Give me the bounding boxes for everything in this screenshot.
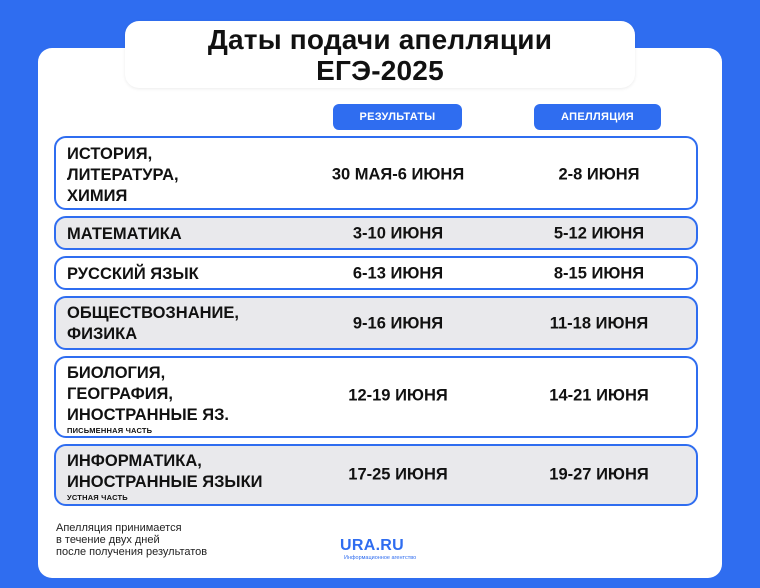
results-date: 30 МАЯ-6 ИЮНЯ (331, 165, 465, 184)
appeal-date: 5-12 ИЮНЯ (553, 224, 645, 243)
subject-line: ИНОСТРАННЫЕ ЯЗ. (67, 406, 230, 424)
row-subject (67, 264, 199, 285)
row-subject (67, 224, 182, 245)
row-subject (67, 363, 229, 436)
subject-line: ИСТОРИЯ, (67, 145, 153, 163)
subject-line: ГЕОГРАФИЯ, (67, 385, 173, 403)
subject-line: ИНОСТРАННЫЕ ЯЗЫКИ (67, 473, 263, 491)
appeal-date: 8-15 ИЮНЯ (553, 264, 645, 283)
table-row-social-physics (54, 296, 698, 350)
results-date: 17-25 ИЮНЯ (348, 465, 448, 484)
results-date: 6-13 ИЮНЯ (352, 264, 444, 283)
footnote (56, 522, 207, 558)
results-date: 12-19 ИЮНЯ (348, 386, 448, 405)
appeal-date: 19-27 ИЮНЯ (549, 465, 649, 484)
table-row-russian (54, 256, 698, 290)
footnote-line: Апелляция принимается (56, 522, 182, 534)
logo-tagline: Информационное агентство (344, 555, 417, 561)
footnote-line: в течение двух дней (56, 534, 160, 546)
ura-logo (340, 537, 420, 565)
page-title-line2: ЕГЭ-2025 (316, 54, 444, 86)
appeal-date: 2-8 ИЮНЯ (558, 165, 640, 184)
subject-line: ХИМИЯ (67, 187, 128, 205)
subject-line: БИОЛОГИЯ, (67, 364, 166, 382)
row-subject (67, 451, 263, 503)
subject-line: МАТЕМАТИКА (67, 225, 182, 243)
table-row-math (54, 216, 698, 250)
column-header-results: РЕЗУЛЬТАТЫ (333, 104, 462, 130)
page-title-line1: Даты подачи апелляции (207, 23, 553, 55)
subject-line: РУССКИЙ ЯЗЫК (67, 265, 199, 283)
table-row-biology (54, 356, 698, 438)
appeal-date: 11-18 ИЮНЯ (549, 314, 649, 333)
results-date: 9-16 ИЮНЯ (352, 314, 444, 333)
subject-line: ЛИТЕРАТУРА, (67, 166, 179, 184)
subject-line: ФИЗИКА (67, 325, 138, 343)
title-box (125, 21, 635, 88)
column-header-appeal: АПЕЛЛЯЦИЯ (534, 104, 661, 130)
row-subject (67, 144, 179, 207)
results-date: 3-10 ИЮНЯ (352, 224, 444, 243)
appeal-date: 14-21 ИЮНЯ (549, 386, 649, 405)
logo-name: URA.RU (340, 537, 405, 554)
subject-note: ПИСЬМЕННАЯ ЧАСТЬ (67, 426, 153, 435)
subject-line: ИНФОРМАТИКА, (67, 452, 202, 470)
footnote-line: после получения результатов (56, 546, 208, 558)
subject-line: ОБЩЕСТВОЗНАНИЕ, (67, 304, 239, 322)
table-row-history (54, 136, 698, 210)
table-row-informatics (54, 444, 698, 506)
subject-note: УСТНАЯ ЧАСТЬ (67, 493, 128, 502)
row-subject (67, 303, 239, 345)
